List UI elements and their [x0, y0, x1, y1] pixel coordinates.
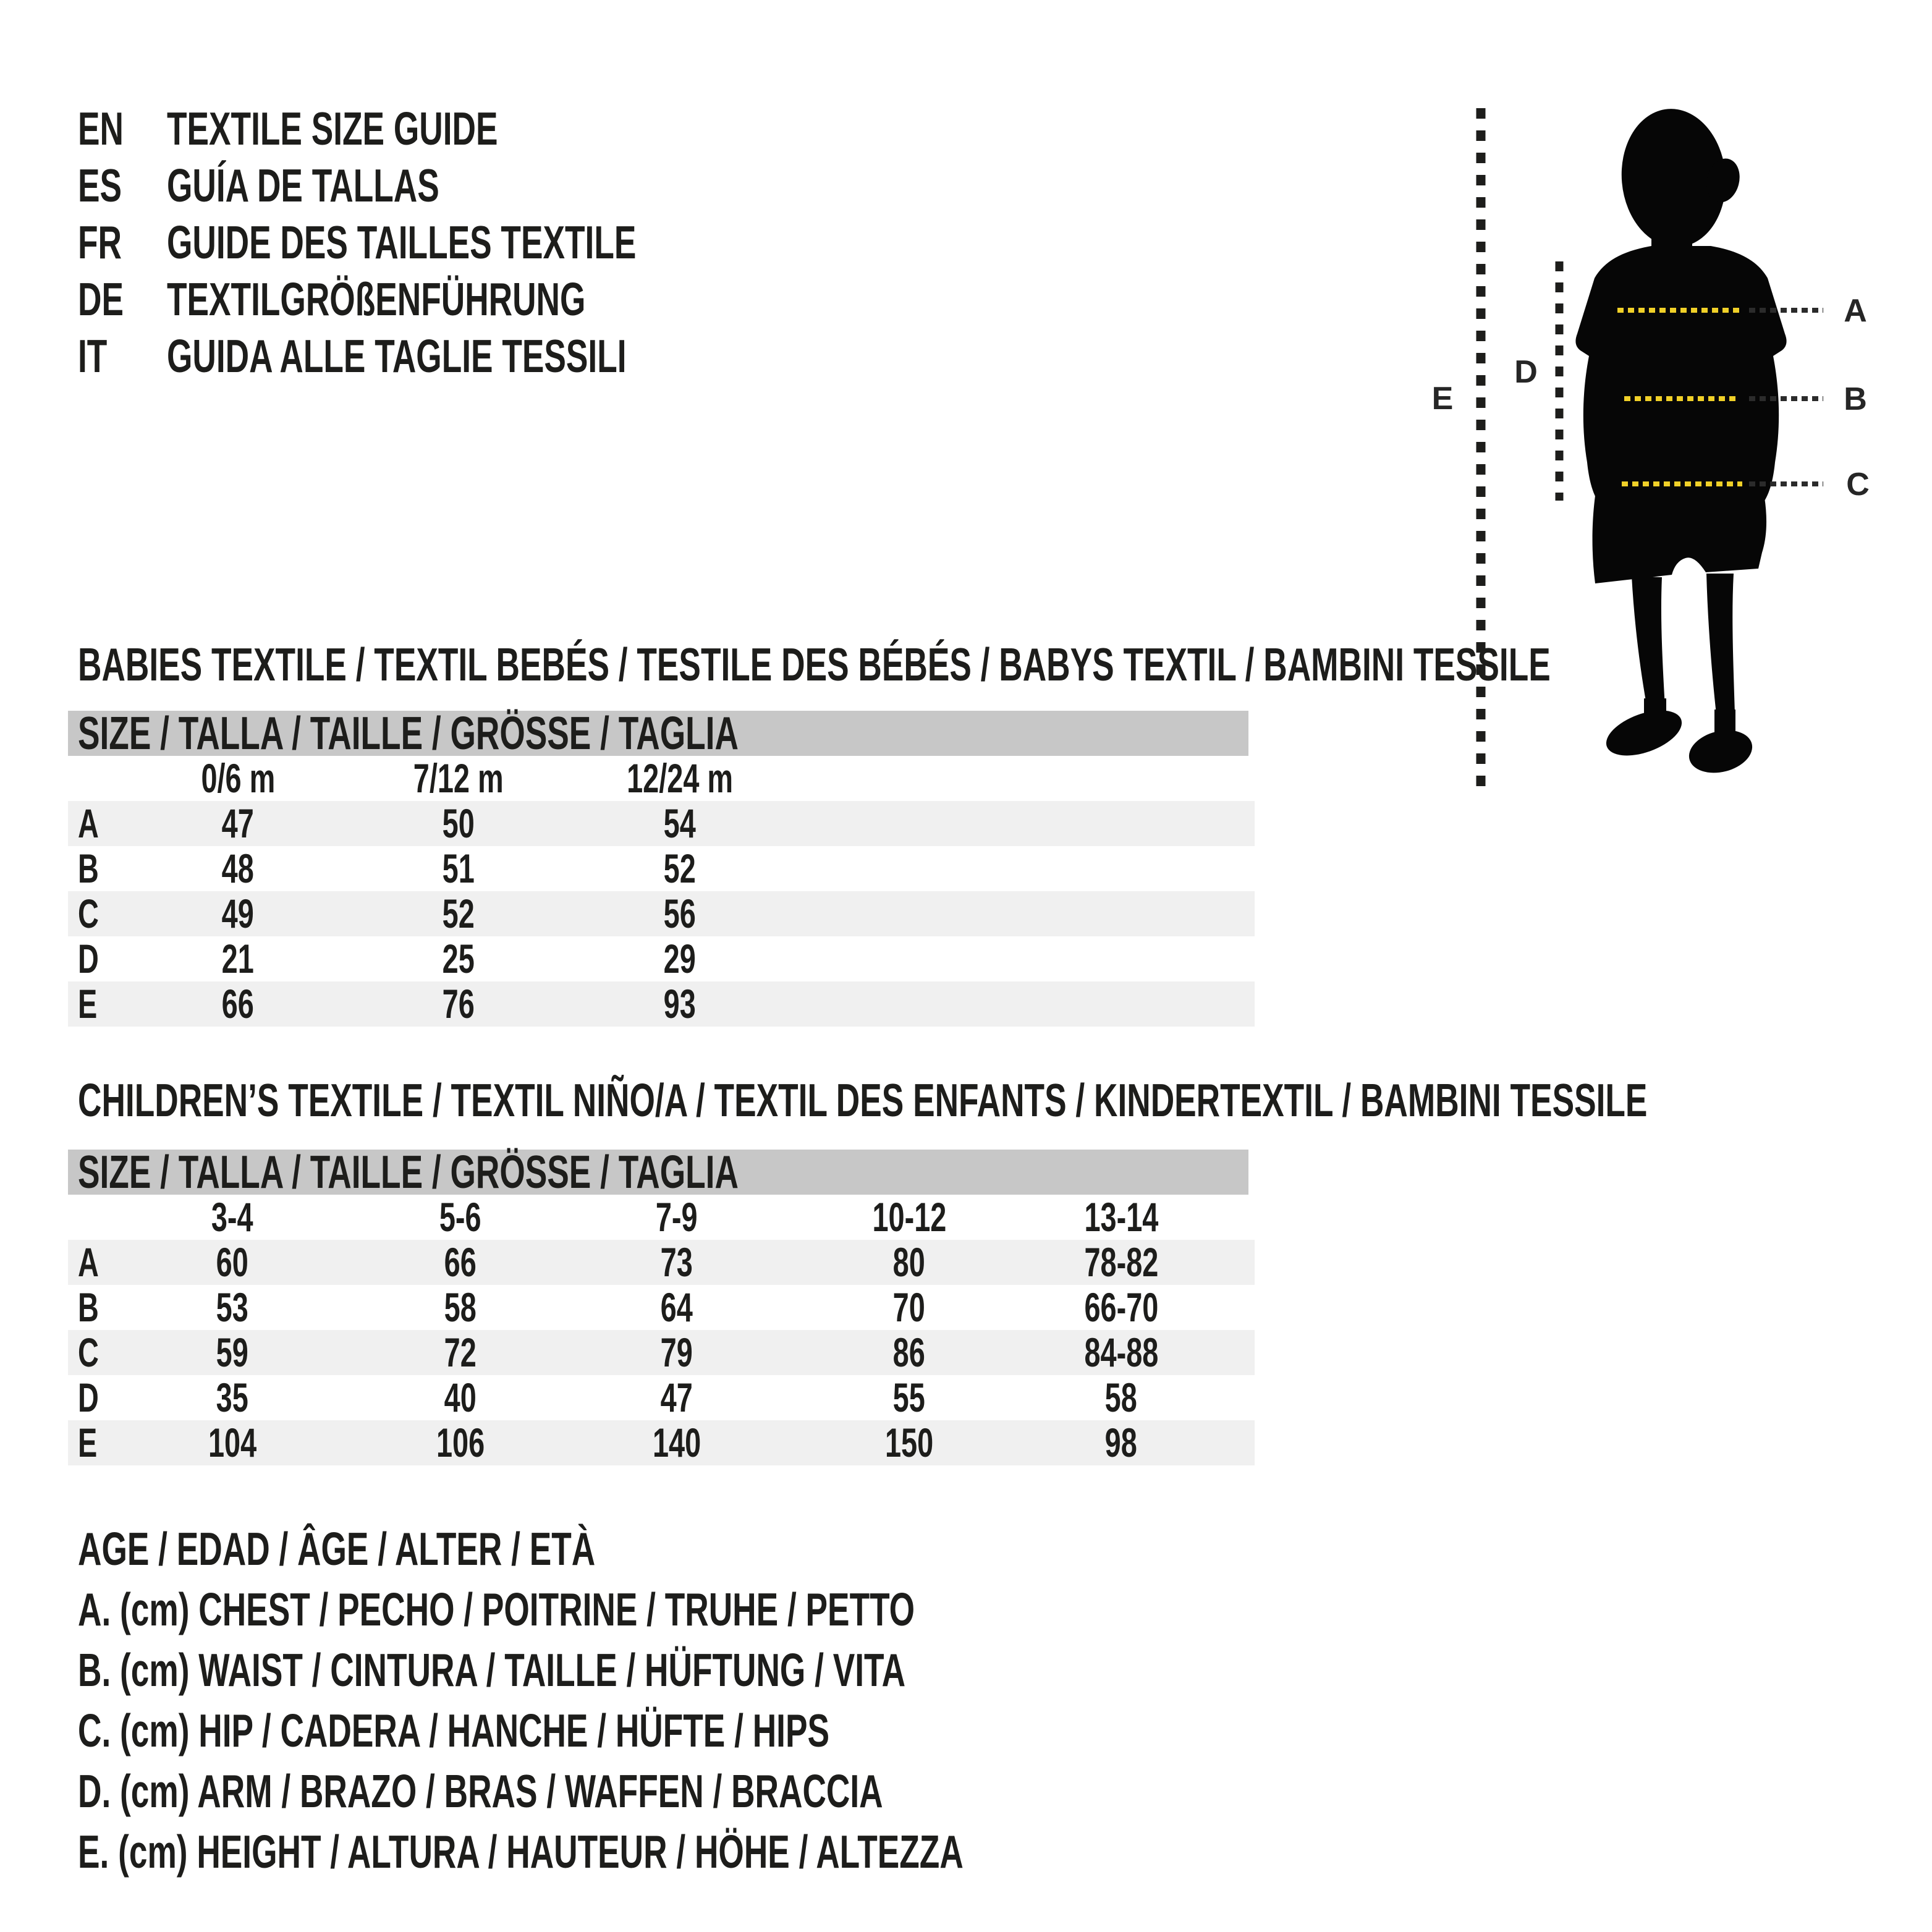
table-row [68, 801, 1255, 846]
cell: 66 [221, 981, 255, 1027]
children-col-7-9: 7-9 [656, 1194, 698, 1240]
cell: 47 [660, 1375, 693, 1420]
cell: 93 [663, 981, 697, 1027]
cell: 98 [1104, 1420, 1138, 1465]
children-col-5-6: 5-6 [439, 1194, 481, 1240]
legend-age: AGE / EDAD / ÂGE / ALTER / ETÀ [78, 1523, 596, 1575]
cell: 72 [444, 1329, 477, 1375]
legend-arm: D. (cm) ARM / BRAZO / BRAS / WAFFEN / BRACCIA [78, 1765, 883, 1817]
cell: 48 [221, 845, 255, 891]
children-section-heading: CHILDREN’S TEXTILE / TEXTIL NIÑO/A / TEXTIL DES ENFANTS / KINDERTEXTIL / BAMBINI TESSILE [78, 1074, 1648, 1126]
lang-title-de: TEXTILGRÖßENFÜHRUNG [167, 273, 586, 325]
babies-size-bar: SIZE / TALLA / TAILLE / GRÖSSE / TAGLIA [68, 711, 1248, 756]
diagram-label-a: A [1844, 293, 1867, 329]
lang-code-es: ES [78, 159, 122, 211]
cell: 29 [663, 936, 697, 981]
cell: 25 [442, 936, 475, 981]
cell: 55 [892, 1375, 926, 1420]
diagram-label-b: B [1844, 381, 1867, 417]
cell: 49 [221, 891, 255, 936]
lang-title-es: GUÍA DE TALLAS [167, 159, 439, 211]
lang-code-it: IT [78, 330, 108, 382]
children-table-header-row [68, 1195, 1255, 1240]
legend-hip: C. (cm) HIP / CADERA / HANCHE / HÜFTE / HIPS [78, 1705, 829, 1756]
babies-col-7-12m: 7/12 m [413, 755, 504, 801]
cell: 76 [442, 981, 475, 1027]
cell: 54 [663, 800, 697, 846]
children-col-13-14: 13-14 [1084, 1194, 1158, 1240]
children-size-table [68, 1146, 1255, 1471]
cell: 84-88 [1084, 1329, 1158, 1375]
table-row [68, 936, 1255, 981]
legend-chest: A. (cm) CHEST / PECHO / POITRINE / TRUHE / PETTO [78, 1583, 915, 1635]
children-size-bar: SIZE / TALLA / TAILLE / GRÖSSE / TAGLIA [68, 1150, 1248, 1195]
cell: 58 [1104, 1375, 1138, 1420]
cell: 60 [216, 1239, 249, 1285]
cell: 58 [444, 1284, 477, 1330]
babies-table-header-row [68, 756, 1255, 801]
babies-col-0-6m: 0/6 m [201, 755, 275, 801]
row-label: C [78, 891, 99, 936]
lang-code-en: EN [78, 103, 124, 155]
cell: 140 [652, 1420, 701, 1465]
cell: 47 [221, 800, 255, 846]
legend-height: E. (cm) HEIGHT / ALTURA / HAUTEUR / HÖHE / ALTEZZA [78, 1826, 964, 1878]
row-label: E [78, 981, 98, 1027]
cell: 56 [663, 891, 697, 936]
lang-row-en [78, 100, 633, 157]
row-label: B [78, 1284, 99, 1330]
lang-row-it [78, 328, 814, 384]
cell: 79 [660, 1329, 693, 1375]
language-title-list [0, 100, 1360, 391]
lang-row-de [78, 271, 756, 328]
cell: 40 [444, 1375, 477, 1420]
lang-title-fr: GUIDE DES TAILLES TEXTILE [167, 216, 637, 268]
cell: 64 [660, 1284, 693, 1330]
cell: 53 [216, 1284, 249, 1330]
cell: 106 [436, 1420, 485, 1465]
cell: 50 [442, 800, 475, 846]
babies-col-12-24m: 12/24 m [627, 755, 733, 801]
babies-size-table [68, 707, 1255, 1032]
cell: 52 [663, 845, 697, 891]
cell: 73 [660, 1239, 693, 1285]
lang-code-fr: FR [78, 216, 122, 268]
diagram-label-d: D [1514, 354, 1538, 390]
legend-waist: B. (cm) WAIST / CINTURA / TAILLE / HÜFTUNG / VITA [78, 1644, 906, 1696]
cell: 35 [216, 1375, 249, 1420]
table-row [68, 981, 1255, 1027]
cell: 52 [442, 891, 475, 936]
lang-title-en: TEXTILE SIZE GUIDE [167, 103, 498, 155]
cell: 51 [442, 845, 475, 891]
cell: 70 [892, 1284, 926, 1330]
silhouette-shorts [1593, 471, 1767, 583]
table-row [68, 846, 1255, 891]
cell: 150 [884, 1420, 934, 1465]
cell: 104 [208, 1420, 257, 1465]
table-row [68, 1240, 1255, 1285]
table-row [68, 1330, 1255, 1375]
lang-row-es [78, 157, 551, 214]
table-row [68, 1375, 1255, 1420]
row-label: C [78, 1329, 99, 1375]
cell: 86 [892, 1329, 926, 1375]
row-label: E [78, 1420, 98, 1465]
row-label: B [78, 845, 99, 891]
row-label: D [78, 1375, 99, 1420]
children-col-10-12: 10-12 [872, 1194, 946, 1240]
table-row [68, 1420, 1255, 1465]
row-label: D [78, 936, 99, 981]
children-col-3-4: 3-4 [211, 1194, 253, 1240]
diagram-label-c: C [1846, 467, 1870, 502]
cell: 59 [216, 1329, 249, 1375]
lang-title-it: GUIDA ALLE TAGLIE TESSILI [167, 330, 627, 382]
table-row [68, 891, 1255, 936]
row-label: A [78, 1239, 99, 1285]
cell: 78-82 [1084, 1239, 1158, 1285]
cell: 80 [892, 1239, 926, 1285]
silhouette-right-shoe [1685, 724, 1757, 779]
cell: 21 [221, 936, 255, 981]
lang-row-fr [78, 214, 828, 271]
lang-code-de: DE [78, 273, 124, 325]
row-label: A [78, 800, 99, 846]
table-row [68, 1285, 1255, 1330]
babies-section-heading: BABIES TEXTILE / TEXTIL BEBÉS / TESTILE DES BÉBÉS / BABYS TEXTIL / BAMBINI TESSILE [78, 638, 1551, 690]
measurement-diagram [1415, 93, 1932, 803]
cell: 66-70 [1084, 1284, 1158, 1330]
cell: 66 [444, 1239, 477, 1285]
diagram-label-e: E [1431, 381, 1454, 417]
